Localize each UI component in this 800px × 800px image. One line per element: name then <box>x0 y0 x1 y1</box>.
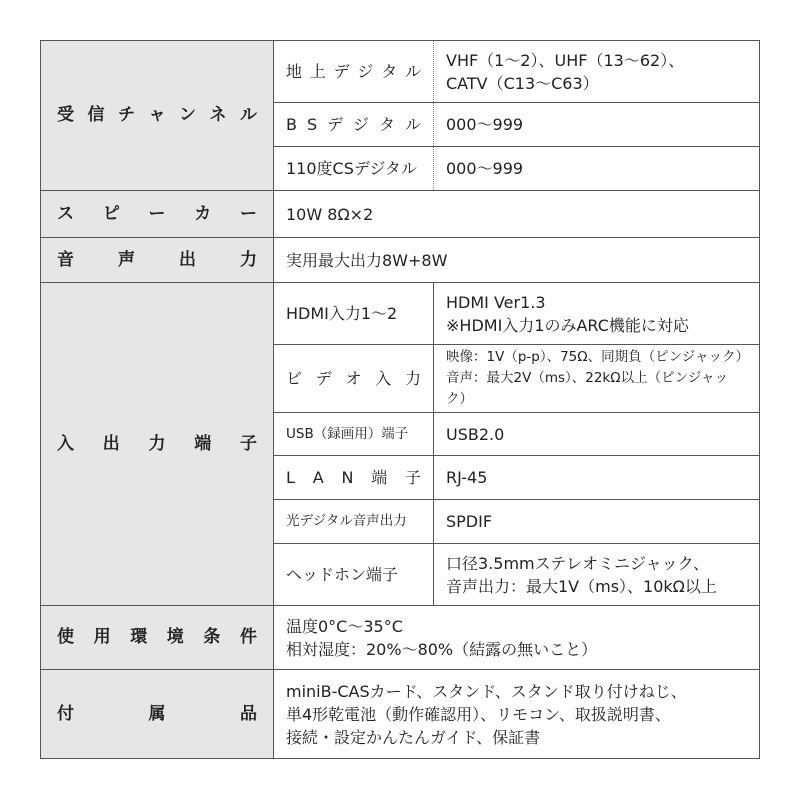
headphone-label: ヘッドホン端子 <box>274 544 434 606</box>
headphone-value: 口径3.5mmステレオミニジャック、 音声出力：最大1V（ms）、10kΩ以上 <box>434 544 760 606</box>
bs-label: B S デ ジ タ ル <box>274 103 434 147</box>
spec-table <box>40 40 760 759</box>
category-speaker: ス ピ ー カ ー <box>41 191 274 238</box>
cs-label: 110度CSデジタル <box>274 147 434 191</box>
category-reception <box>41 41 274 191</box>
row-hdmi <box>41 283 760 345</box>
category-environment: 使 用 環 境 条 件 <box>41 606 274 670</box>
usb-label: USB（録画用）端子 <box>274 413 434 456</box>
hdmi-label: HDMI入力1〜2 <box>274 283 434 345</box>
environment-value: 温度0°C〜35°C 相対湿度：20%〜80%（結露の無いこと） <box>274 606 760 670</box>
accessories-value: miniB-CASカード、スタンド、スタンド取り付けねじ、 単4形乾電池（動作確認用）、リモコン、取扱説明書、 接続・設定かんたんガイド、保証書 <box>274 670 760 759</box>
optical-label: 光デジタル音声出力 <box>274 500 434 544</box>
lan-value: RJ-45 <box>434 456 760 500</box>
video-value: 映像：1V（p-p）、75Ω、同期負（ピンジャック） 音声：最大2V（ms）、22kΩ以上（ピンジャック） <box>434 345 760 413</box>
row-speaker <box>41 191 760 238</box>
terrestrial-label: 地 上 デ ジ タ ル <box>274 41 434 103</box>
category-accessories: 付 属 品 <box>41 670 274 759</box>
audio-value: 実用最大出力8W+8W <box>274 238 760 283</box>
speaker-value: 10W 8Ω×2 <box>274 191 760 238</box>
cs-value: 000〜999 <box>434 147 760 191</box>
optical-value: SPDIF <box>434 500 760 544</box>
bs-value: 000〜999 <box>434 103 760 147</box>
category-io: 入 出 力 端 子 <box>41 283 274 606</box>
video-label: ビ デ オ 入 力 <box>274 345 434 413</box>
category-reception-label: 受 信 チ ャ ン ネ ル <box>57 105 257 125</box>
category-audio: 音 声 出 力 <box>41 238 274 283</box>
row-accessories <box>41 670 760 759</box>
row-terrestrial <box>41 41 760 103</box>
terrestrial-value: VHF（1〜2）、UHF（13〜62）、 CATV（C13〜C63） <box>434 41 760 103</box>
row-audio <box>41 238 760 283</box>
row-environment <box>41 606 760 670</box>
usb-value: USB2.0 <box>434 413 760 456</box>
hdmi-value: HDMI Ver1.3 ※HDMI入力1のみARC機能に対応 <box>434 283 760 345</box>
lan-label: L A N 端 子 <box>274 456 434 500</box>
